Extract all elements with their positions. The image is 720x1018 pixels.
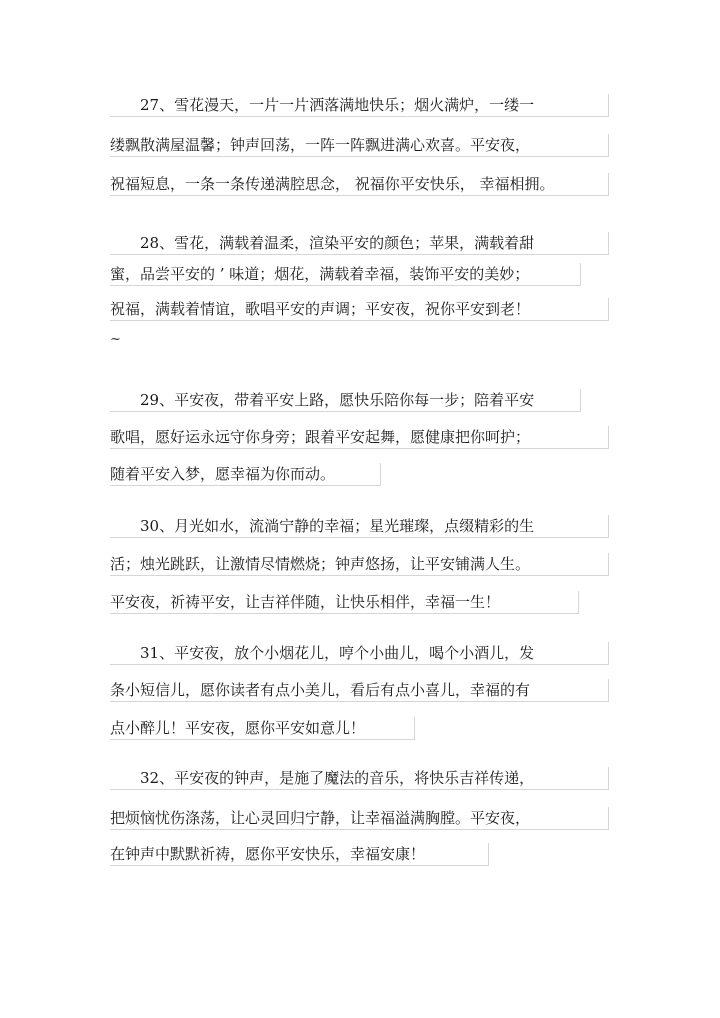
paragraph-27-line-1: 27、雪花漫天，一片一片洒落满地快乐；烟火满炉，一缕一 xyxy=(110,94,609,117)
paragraph-28-tilde: ~ xyxy=(110,332,121,347)
paragraph-27-line-2: 缕飘散满屋温馨；钟声回荡，一阵一阵飘进满心欢喜。平安夜， xyxy=(110,134,609,157)
paragraph-30-line-2: 活；烛光跳跃，让激情尽情燃烧；钟声悠扬，让平安铺满人生。 xyxy=(110,553,609,576)
paragraph-28-line-3: 祝福，满载着情谊，歌唱平安的声调；平安夜，祝你平安到老！ xyxy=(110,298,609,321)
paragraph-30-line-1: 30、月光如水，流淌宁静的幸福；星光璀璨，点缀精彩的生 xyxy=(110,515,609,538)
paragraph-30-line-3: 平安夜，祈祷平安，让吉祥伴随，让快乐相伴，幸福一生！ xyxy=(110,591,579,614)
paragraph-29-line-3: 随着平安入梦，愿幸福为你而动。 xyxy=(110,463,381,486)
paragraph-29-line-2: 歌唱，愿好运永远守你身旁；跟着平安起舞，愿健康把你呵护； xyxy=(110,426,609,449)
paragraph-28-line-2: 蜜，品尝平安的 ’ 味道；烟花，满载着幸福，装饰平安的美妙； xyxy=(110,263,581,286)
paragraph-31-line-3: 点小醉儿！平安夜，愿你平安如意儿！ xyxy=(110,717,415,740)
paragraph-29-line-1: 29、平安夜，带着平安上路，愿快乐陪你每一步；陪着平安 xyxy=(110,389,581,412)
paragraph-32-line-3: 在钟声中默默祈祷，愿你平安快乐，幸福安康！ xyxy=(110,843,489,866)
paragraph-32-line-2: 把烦恼忧伤涤荡，让心灵回归宁静，让幸福溢满胸膛。平安夜， xyxy=(110,807,609,830)
paragraph-31-line-2: 条小短信儿，愿你读者有点小美儿，看后有点小喜儿，幸福的有 xyxy=(110,679,609,702)
paragraph-28-line-1: 28、雪花，满载着温柔，渲染平安的颜色；苹果，满载着甜 xyxy=(110,232,609,255)
paragraph-32-line-1: 32、平安夜的钟声，是施了魔法的音乐，将快乐吉祥传递， xyxy=(110,767,609,790)
paragraph-27-line-3: 祝福短息，一条一条传递满腔思念， 祝福你平安快乐， 幸福相拥。 xyxy=(110,173,609,196)
paragraph-31-line-1: 31、平安夜，放个小烟花儿，哼个小曲儿，喝个小酒儿，发 xyxy=(110,642,609,665)
